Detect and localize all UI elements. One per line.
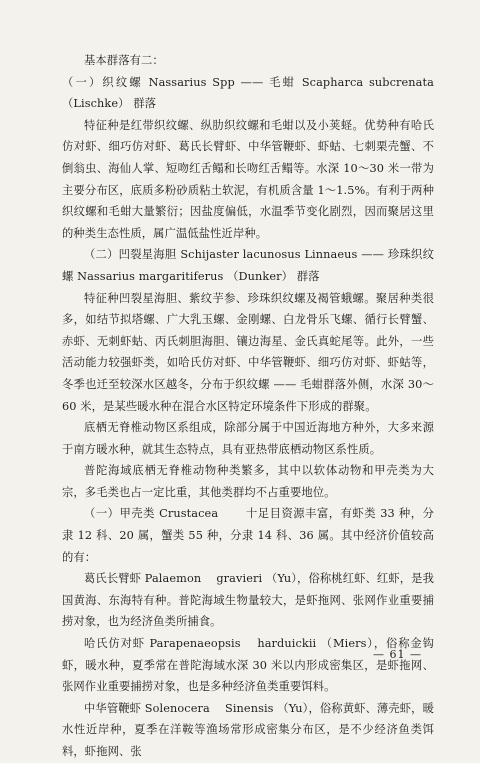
paragraph-solenocera-sinensis: 中华管鞭虾 Solenocera Sinensis （Yu），俗称黄虾、薄壳虾，暖水性近岸种，夏季在洋鞍等渔场常形成密集分布区，是不少经济鱼类饵料，虾拖网、张 (62, 701, 434, 758)
page-number: — 61 — (373, 648, 422, 661)
section-heading-crustacea: （一）甲壳类 Crustacea 十足目资源丰富，有虾类 33 种，分隶 12 科、20 属，蟹类 55 种，分隶 14 科、36 属。其中经济价值较高的有： (62, 507, 434, 564)
paragraph-fauna-origin: 底栖无脊椎动物区系组成，除部分属于中国近海地方种外，大多来源于南方暖水种，就其生态特点，具有亚热带底栖动物区系性质。 (62, 421, 434, 456)
paragraph-putuo-species: 普陀海域底栖无脊椎动物种类繁多，其中以软体动物和甲壳类为大宗，多毛类也占一定比重，其他类群均不占重要地位。 (62, 464, 434, 499)
paragraph-intro: 基本群落有二： (84, 54, 164, 67)
section-heading-schizaster-margaritiferus: （二）凹裂星海胆 Schijaster lacunosus Linnaeus —— 珍珠织纹螺 Nassarius margaritiferus （Dunker） 群落 (62, 248, 434, 283)
paragraph-community-two: 特征种凹裂星海胆、紫纹芋参、珍珠织纹螺及褐管蛾螺。聚居种类很多，如结节拟塔螺、广大乳玉螺、金刚螺、白龙骨乐飞螺、循行长臂蟹、赤虾、无刺虾蛄、丙氏刺胆海胆、镶边海星、金氏真蛇尾等。此外，一些活动能力较强虾类，如哈氏仿对虾、中华管鞭虾、细巧仿对虾、虾蛄等，冬季也迁至较深水区越冬，分布于织纹螺 —— 毛蚶群落外侧，水深 30～60 米，是某些暖水种在混合水区特定环境条件下形成的群聚。 (62, 291, 434, 413)
section-heading-nassarius-scapharca: （一）织纹螺 Nassarius Spp —— 毛蚶 Scapharca subcrenata （Lischke） 群落 (62, 75, 434, 111)
paragraph-community-one: 特征种是红带织纹螺、纵肋织纹螺和毛蚶以及小荚蛏。优势种有哈氏仿对虾、细巧仿对虾、葛氏长臂虾、中华管鞭虾、虾蛄、七刺栗壳蟹、不倒翁虫、海仙人掌、短吻红舌鳎和长吻红舌鳎等。水深 10～30 米一带为主要分布区，底质多粉砂质粘土软泥，有机质含量 1～1.5%。有利于两种织纹螺和毛蚶大量繁衍；因盐度偏低，水温季节变化剧烈，因而聚居这里的种类生态性质，属广温低盐性近岸种。 (62, 118, 434, 240)
paragraph-palaemon-gravieri: 葛氏长臂虾 Palaemon gravieri （Yu），俗称桃红虾、红虾，是我国黄海、东海特有种。普陀海域生物量较大，是虾拖网、张网作业重要捕捞对象，也为经济鱼类所捕食。 (62, 572, 434, 629)
paragraph-parapenaeopsis-harduickii: 哈氏仿对虾 Parapenaeopsis harduickii （Miers），俗称金钩虾，暖水种，夏季常在普陀海域水深 30 米以内形成密集区，是虾拖网、张网作业重要捕捞对象，也是多种经济鱼类重要饵料。 (62, 637, 434, 694)
